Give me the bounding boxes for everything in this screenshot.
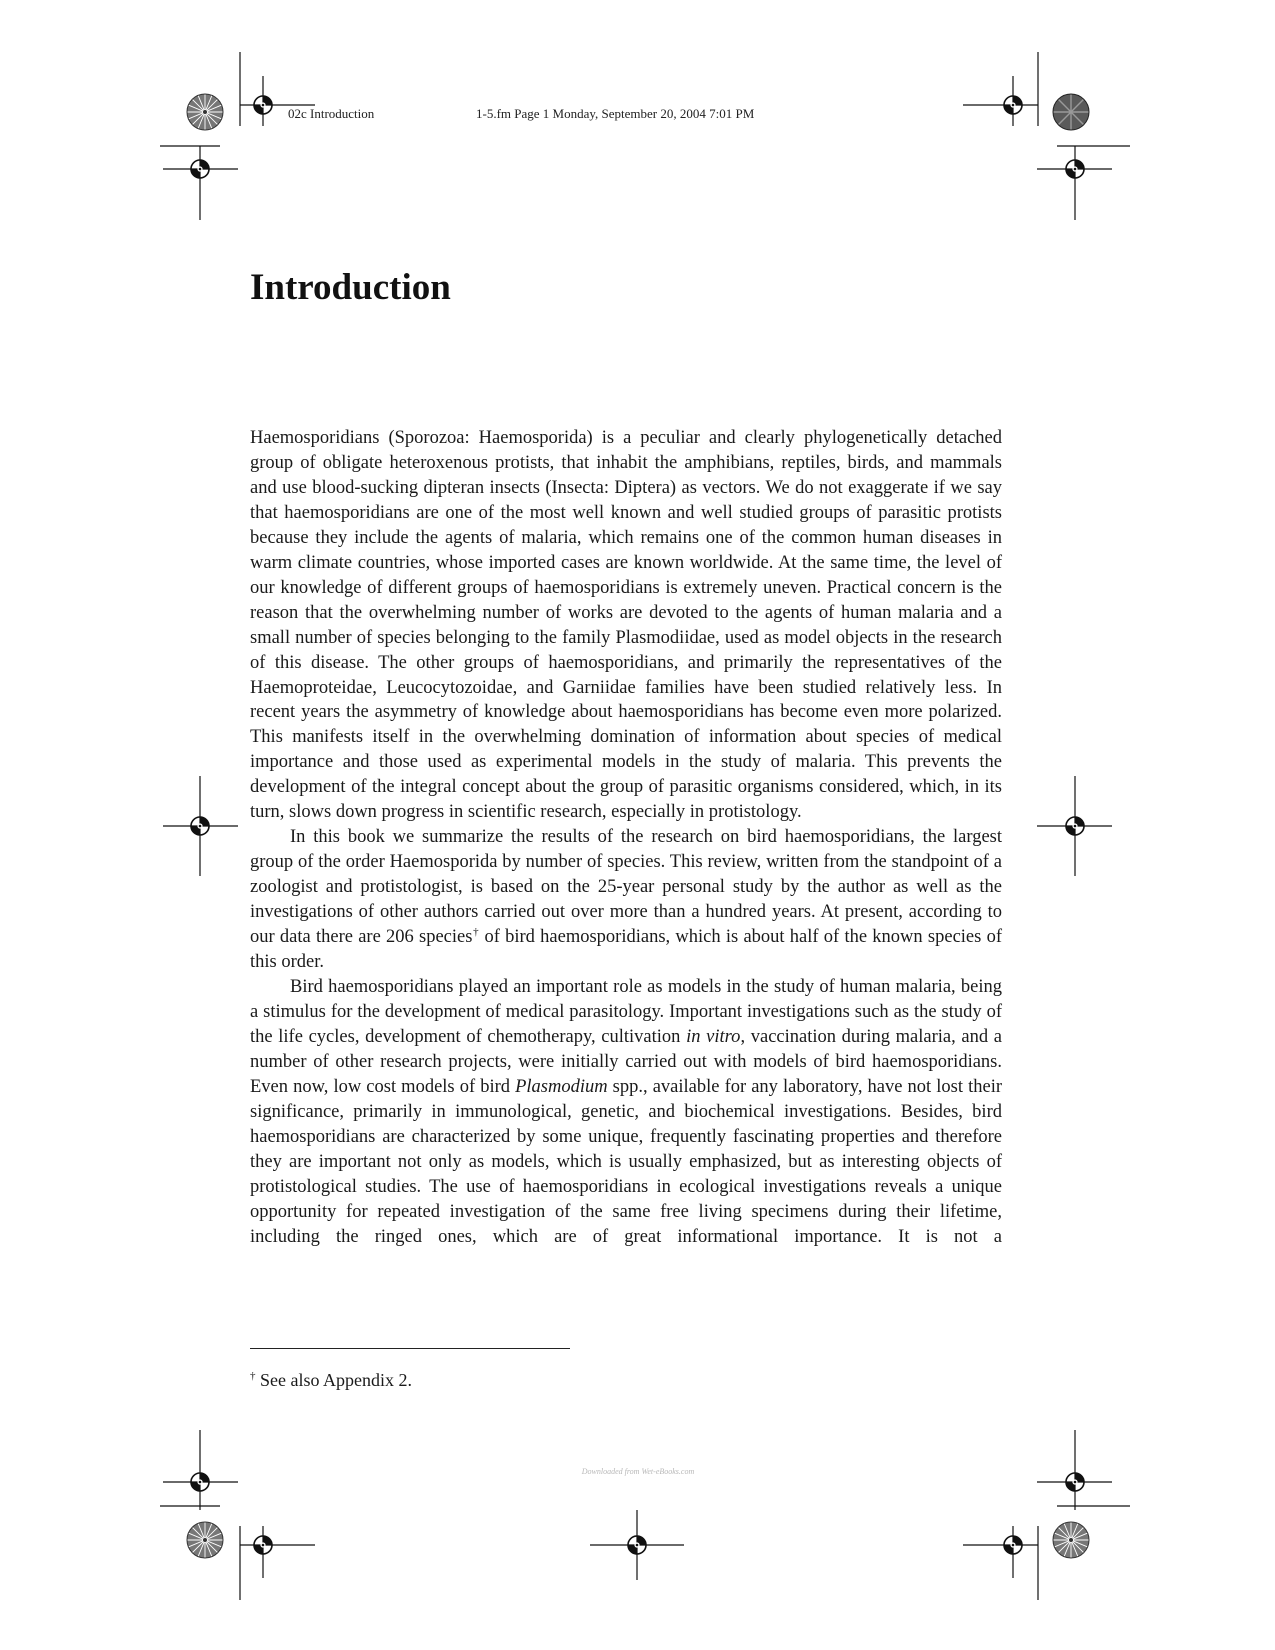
registration-target-icon [191, 817, 209, 835]
text-run: Bird haemosporidians played an important role as models in the study of human malaria, being a stimulus for the development of medical parasitology. Important investigations such as the study of the life cycles, development of chemotherapy, cultivation [250, 976, 1002, 1047]
color-wheel-icon [1053, 1522, 1089, 1558]
text-run: Haemosporidians (Sporozoa: Haemosporida) is a peculiar and clearly phylogenetically detached group of obligate heteroxenous protists, that inhabit the amphibians, reptiles, birds, and mammals and use blood-sucking dipteran insects (Insecta: Diptera) as vectors. We do not exaggerate if we say that haemosporidians are one of the most well known and well studied groups of parasitic protists because they include the agents of malaria, which remains one of the common human diseases in warm climate countries, whose imported cases are known worldwide. At the same time, the level of our knowledge of different groups of haemosporidians is extremely uneven. Practical concern is the reason that the overwhelming number of works are devoted to the agents of human malaria and a small number of species belonging to the family Plasmodiidae, used as model objects in the research of this disease. The other groups of haemosporidians, and primarily the representatives of the Haemoproteidae, Leucocytozoidae, and Garniidae families have been studied relatively less. In recent years the asymmetry of knowledge about haemosporidians has become even more polarized. This manifests itself in the overwhelming domination of information about species of medical importance and those used as experimental models in the study of malaria. This prevents the development of the integral concept about the group of parasitic organisms considered, which, in its turn, slows down progress in scientific research, especially in protistology. [250, 428, 1002, 823]
footnote-divider [250, 1348, 570, 1349]
color-wheel-icon [187, 94, 223, 130]
file-slug-info: 1-5.fm Page 1 Monday, September 20, 2004 7:01 PM [476, 106, 755, 121]
body-text [250, 426, 1002, 1249]
text-run: In this book we summarize the results of the research on bird haemosporidians, the largest group of the order Haemosporida by number of species. This review, written from the standpoint of a zoologist and protistologist, is based on the 25-year personal study by the author as well as the investigations of other authors carried out over more than a hundred years. At present, according to our data there are 206 species [250, 827, 1002, 948]
registration-target-icon [1004, 96, 1022, 114]
footnote-text: See also Appendix 2. [255, 1370, 412, 1390]
footnote-mark: † [250, 1370, 256, 1382]
page-title: Introduction [250, 267, 451, 308]
crop-mark-icon [160, 52, 315, 220]
crop-mark-icon [963, 52, 1130, 220]
color-wheel-icon [1053, 94, 1089, 130]
crop-mark-icon [160, 1430, 315, 1600]
registration-target-icon [1066, 817, 1084, 835]
paragraph [250, 825, 1002, 975]
registration-target-icon [1004, 1536, 1022, 1554]
registration-target-icon [1066, 160, 1084, 178]
watermark: Downloaded from Wet-eBooks.com [581, 1467, 695, 1476]
footnote-reference: † [472, 925, 480, 938]
text-run: spp., available for any laboratory, have not lost their significance, primarily in immunological, genetic, and biochemical investigations. Besides, bird haemosporidians are characterized by some unique, frequently fascinating properties and therefore they are important not only as models, which is usually emphasized, but as interesting objects of protistological studies. The use of haemosporidians in ecological investigations reveals a unique opportunity for repeated investigation of the same free living specimens during their lifetime, including the ringed ones, which are of great informational importance. It is not a [250, 1076, 1002, 1247]
registration-target-icon [254, 1536, 272, 1554]
italic-text: in vitro [686, 1026, 741, 1047]
text-run: , vaccination during malaria, and a number of other research projects, were initially carried out with models of bird haemosporidians. Even now, low cost models of bird [250, 1026, 1002, 1097]
crop-mark-icon [963, 1430, 1130, 1600]
registration-target-icon [191, 160, 209, 178]
paragraph [250, 426, 1002, 825]
registration-target-icon [191, 1473, 209, 1491]
color-wheel-icon [187, 1522, 223, 1558]
italic-text: Plasmodium [515, 1076, 608, 1097]
paragraph [250, 975, 1002, 1249]
text-run: of bird haemosporidians, which is about half of the known species of this order. [250, 927, 1003, 973]
footnote [250, 1369, 412, 1391]
registration-target-icon [254, 96, 272, 114]
registration-target-icon [628, 1536, 646, 1554]
file-slug-name: 02c Introduction [288, 106, 375, 121]
registration-target-icon [1066, 1473, 1084, 1491]
